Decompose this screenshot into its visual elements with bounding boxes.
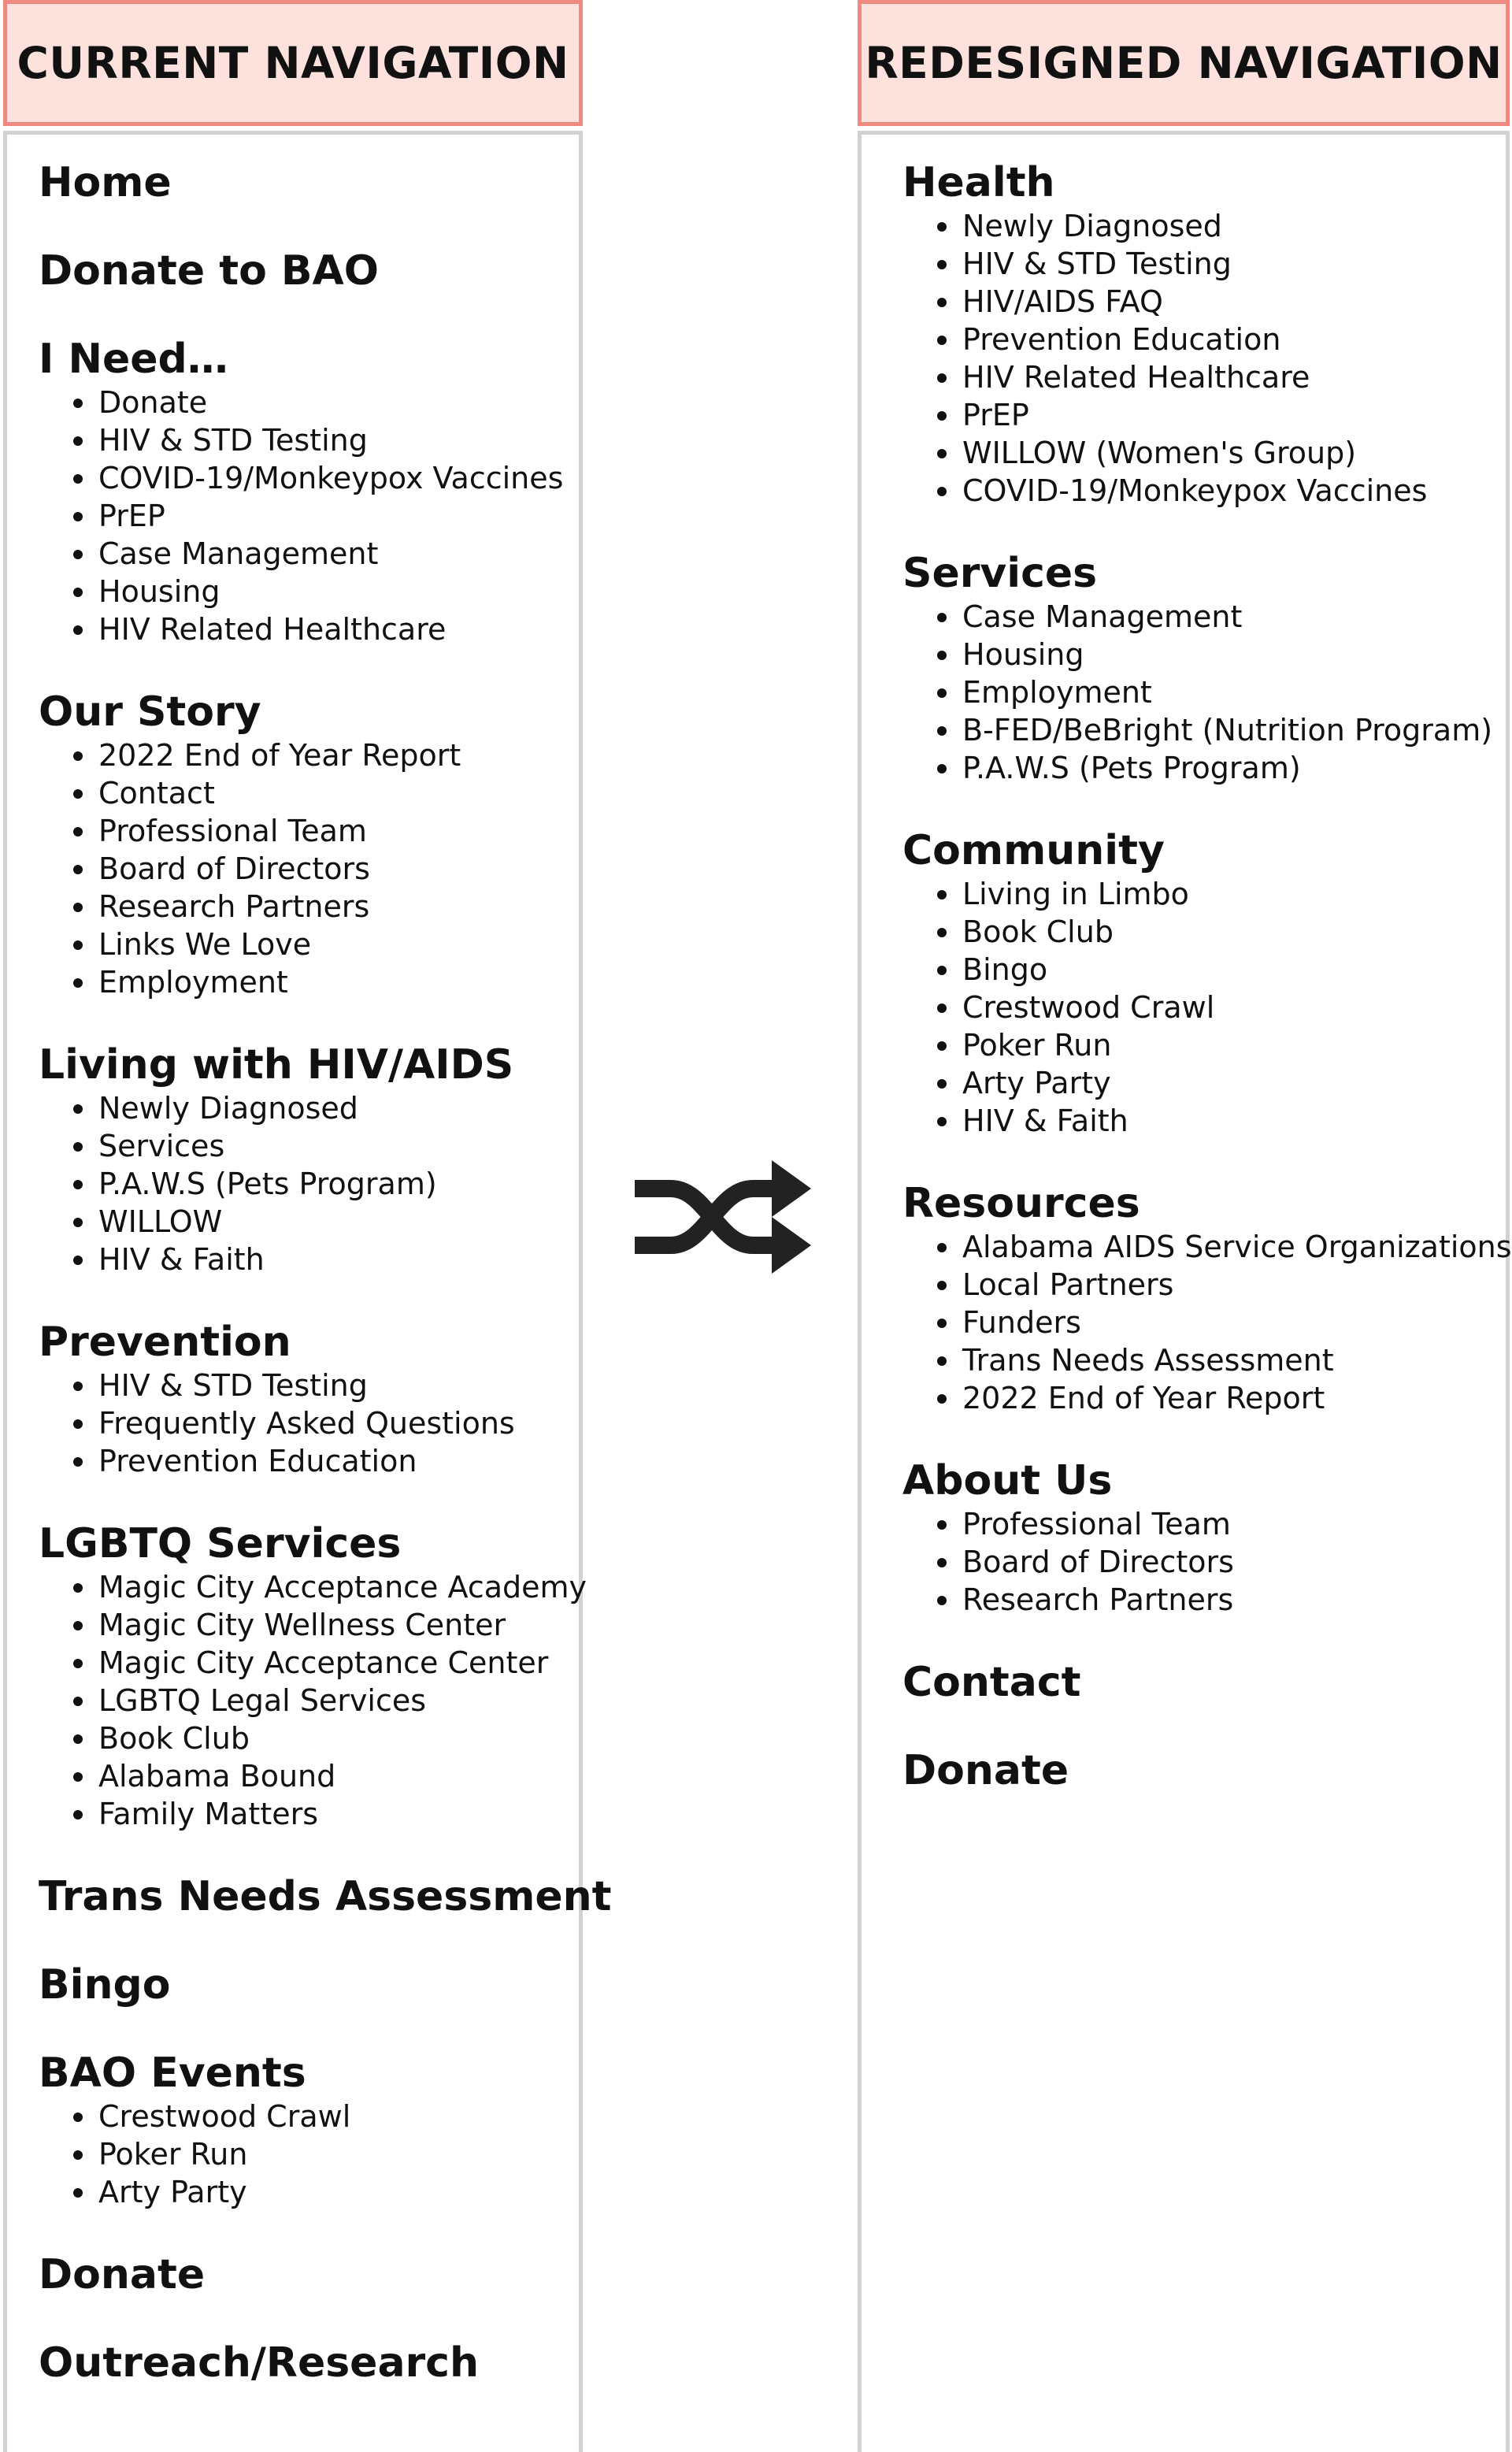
nav-subitem: Poker Run [73,2135,579,2173]
nav-subitem: HIV Related Healthcare [937,358,1506,396]
nav-section [39,1041,579,1278]
nav-subitem: Alabama Bound [73,1757,579,1795]
nav-subitem: COVID-19/Monkeypox Vaccines [937,472,1506,510]
nav-subitem-list [39,384,579,648]
nav-section-title: Resources [902,1180,1140,1227]
nav-section-title: Health [902,159,1055,206]
nav-subitem: Prevention Education [937,321,1506,358]
nav-section [902,549,1506,787]
shuffle-icon [630,1154,811,1280]
nav-section-title: Donate to BAO [39,247,379,295]
nav-subitem-list [902,875,1506,1140]
nav-subitem: HIV & Faith [937,1102,1506,1140]
nav-subitem-list [39,736,579,1001]
nav-section-title: About Us [902,1457,1113,1504]
nav-subitem-list [902,207,1506,510]
nav-section-title: LGBTQ Services [39,1520,402,1567]
nav-section [39,2339,579,2387]
nav-subitem: 2022 End of Year Report [937,1379,1506,1417]
nav-subitem: Poker Run [937,1026,1506,1064]
nav-subitem: HIV & STD Testing [937,245,1506,283]
nav-subitem: Book Club [73,1719,579,1757]
nav-section-title: Contact [902,1659,1081,1706]
nav-subitem: Local Partners [937,1266,1506,1304]
nav-subitem: Arty Party [937,1064,1506,1102]
nav-section [902,826,1506,1140]
nav-subitem: Newly Diagnosed [937,207,1506,245]
nav-subitem: 2022 End of Year Report [73,736,579,774]
nav-subitem: Book Club [937,913,1506,951]
current-navigation-header: CURRENT NAVIGATION [3,0,583,126]
nav-subitem-list [902,1228,1512,1417]
nav-subitem: Research Partners [73,888,579,926]
nav-subitem: Research Partners [937,1581,1506,1619]
nav-subitem: Alabama AIDS Service Organizations [937,1228,1506,1266]
nav-section [39,335,579,648]
nav-subitem: Professional Team [937,1505,1506,1543]
nav-section [39,688,579,1001]
nav-subitem-list [39,1367,579,1480]
nav-subitem: Arty Party [73,2173,579,2211]
nav-subitem: LGBTQ Legal Services [73,1682,579,1719]
nav-section-title: I Need… [39,336,228,383]
nav-section-title: Community [902,827,1165,874]
nav-section [902,1658,1506,1707]
nav-subitem: P.A.W.S (Pets Program) [937,749,1506,787]
nav-section-title: Donate [902,1747,1069,1794]
nav-section [39,1872,612,1921]
nav-subitem: Board of Directors [73,850,579,888]
nav-subitem: HIV & STD Testing [73,1367,579,1404]
nav-subitem: Funders [937,1304,1506,1341]
nav-subitem: Magic City Acceptance Center [73,1644,579,1682]
redesigned-navigation-header: REDESIGNED NAVIGATION [858,0,1510,126]
nav-section-title: Prevention [39,1319,291,1366]
nav-subitem: Housing [73,573,579,610]
nav-subitem-list [902,1505,1506,1619]
nav-section-title: Services [902,550,1098,597]
nav-subitem: Housing [937,636,1506,673]
nav-section-title: Living with HIV/AIDS [39,1041,514,1089]
nav-subitem-list [39,2098,579,2211]
nav-subitem: Contact [73,774,579,812]
nav-subitem: Professional Team [73,812,579,850]
nav-section [39,2250,579,2299]
nav-subitem: COVID-19/Monkeypox Vaccines [73,459,579,497]
nav-subitem: PrEP [73,497,579,535]
nav-subitem: HIV Related Healthcare [73,610,579,648]
current-navigation-column [3,0,612,2387]
nav-section [39,2049,579,2211]
nav-section-title: Trans Needs Assessment [39,1873,612,1920]
nav-section [902,158,1506,510]
nav-section-title: BAO Events [39,2050,306,2097]
nav-section [902,1456,1506,1619]
nav-subitem: Donate [73,384,579,421]
nav-subitem: Services [73,1127,579,1165]
nav-subitem: Employment [937,673,1506,711]
nav-subitem: P.A.W.S (Pets Program) [73,1165,579,1203]
nav-subitem: Crestwood Crawl [937,989,1506,1026]
nav-subitem-list [39,1089,579,1278]
nav-subitem: Case Management [937,598,1506,636]
nav-section [39,158,579,207]
nav-subitem: B-FED/BeBright (Nutrition Program) [937,711,1506,749]
nav-section-title: Donate [39,2251,206,2298]
nav-section [39,1318,579,1480]
nav-subitem: Magic City Acceptance Academy [73,1568,579,1606]
nav-section [39,1960,579,2009]
nav-subitem: Magic City Wellness Center [73,1606,579,1644]
nav-subitem: WILLOW (Women's Group) [937,434,1506,472]
nav-subitem: Employment [73,963,579,1001]
nav-subitem: Case Management [73,535,579,573]
nav-subitem: PrEP [937,396,1506,434]
nav-subitem: Board of Directors [937,1543,1506,1581]
nav-section-title: Our Story [39,688,261,736]
nav-subitem: HIV & Faith [73,1241,579,1278]
nav-subitem-list [902,598,1506,787]
redesigned-navigation-column [858,0,1512,1794]
current-navigation-list [3,131,612,2452]
nav-subitem: HIV & STD Testing [73,421,579,459]
nav-subitem: Prevention Education [73,1442,579,1480]
nav-subitem: Newly Diagnosed [73,1089,579,1127]
nav-subitem: Family Matters [73,1795,579,1833]
nav-section [39,1519,587,1833]
nav-section-title: Bingo [39,1961,171,2009]
nav-section [39,247,579,295]
nav-subitem: Trans Needs Assessment [937,1341,1506,1379]
nav-section [902,1179,1512,1417]
nav-subitem: Crestwood Crawl [73,2098,579,2135]
nav-subitem-list [39,1568,587,1833]
nav-subitem: Frequently Asked Questions [73,1404,579,1442]
nav-section-title: Home [39,159,172,206]
redesigned-navigation-list [858,131,1510,2452]
nav-subitem: Living in Limbo [937,875,1506,913]
nav-section [902,1746,1506,1795]
nav-subitem: Links We Love [73,926,579,963]
nav-subitem: Bingo [937,951,1506,989]
nav-section-title: Outreach/Research [39,2339,480,2387]
nav-subitem: HIV/AIDS FAQ [937,283,1506,321]
nav-subitem: WILLOW [73,1203,579,1241]
